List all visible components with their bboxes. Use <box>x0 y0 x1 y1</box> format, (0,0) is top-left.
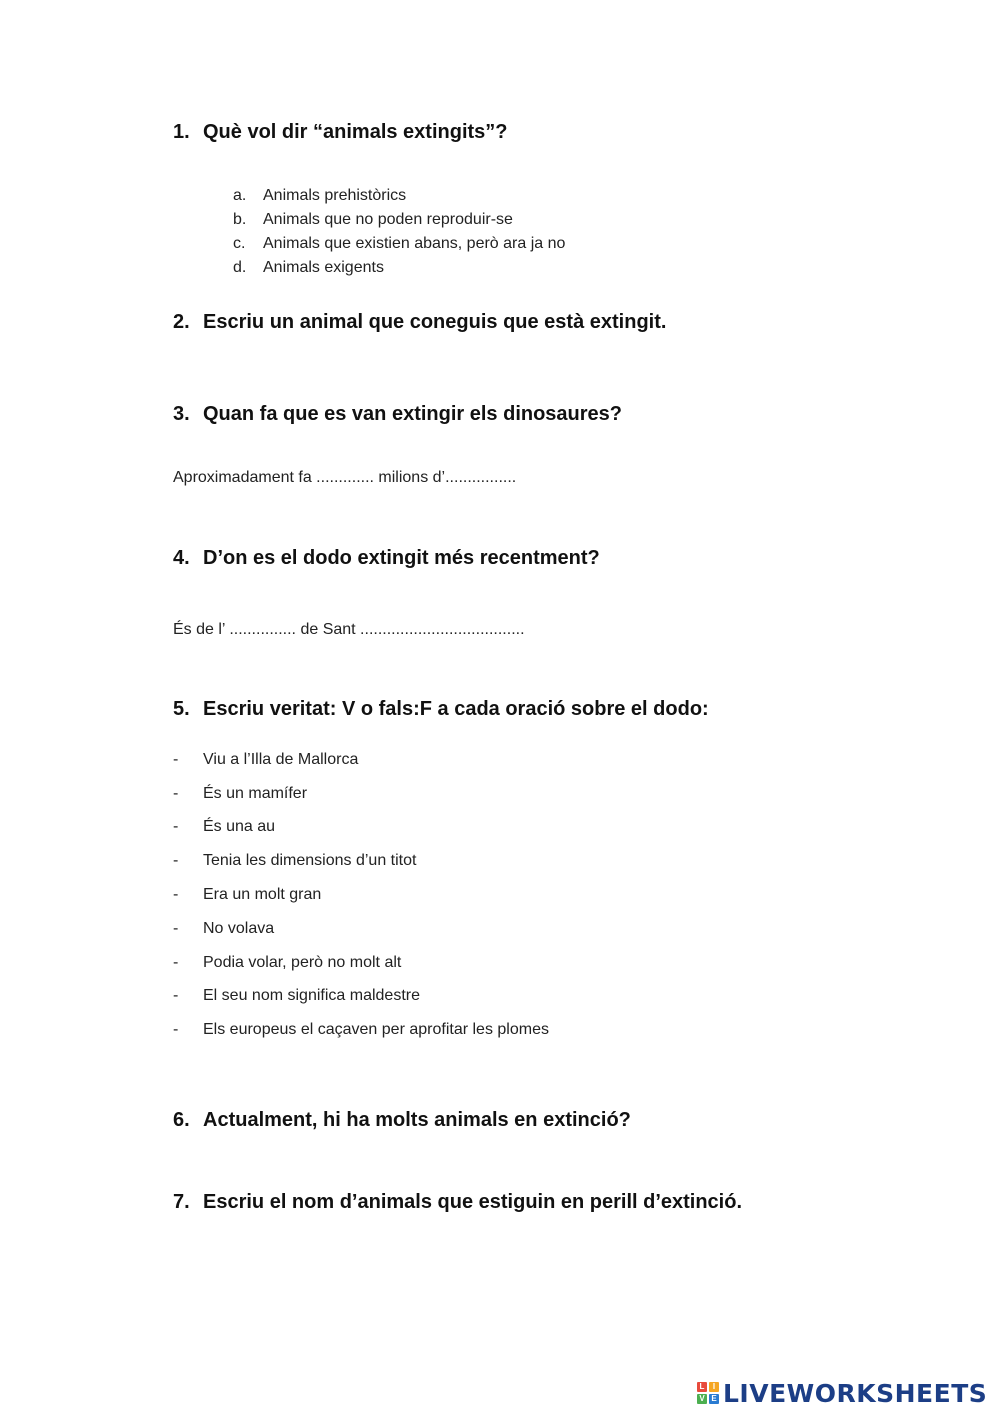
question-text: Actualment, hi ha molts animals en extinció? <box>203 1109 631 1131</box>
statement-9 <box>173 1021 549 1039</box>
statement-3 <box>173 818 275 836</box>
statement-text: Els europeus el caçaven per aprofitar les plomes <box>203 1021 549 1038</box>
option-letter: a. <box>233 187 247 204</box>
option-text: Animals que existien abans, però ara ja no <box>263 235 566 252</box>
question-text: Escriu el nom d’animals que estiguin en perill d’extinció. <box>203 1191 743 1213</box>
dash-bullet: - <box>173 954 179 971</box>
dash-bullet: - <box>173 987 179 1004</box>
logo-letter-grid-icon <box>697 1382 719 1404</box>
statement-text: És una au <box>203 818 276 835</box>
question-number: 7. <box>173 1191 190 1213</box>
q4-answer-line[interactable]: És de l’ ............... de Sant ..................................... <box>173 621 525 638</box>
statement-text: Podia volar, però no molt alt <box>203 954 402 971</box>
option-text: Animals exigents <box>263 259 384 276</box>
statement-text: No volava <box>203 920 275 937</box>
statement-5 <box>173 886 321 904</box>
dash-bullet: - <box>173 920 179 937</box>
statement-4 <box>173 852 416 870</box>
question-number: 3. <box>173 403 190 425</box>
option-text: Animals prehistòrics <box>263 187 407 204</box>
logo-letter: L <box>697 1382 707 1392</box>
question-text: Escriu veritat: V o fals:F a cada oració sobre el dodo: <box>203 698 709 720</box>
statement-text: Tenia les dimensions d’un titot <box>203 852 417 869</box>
question-number: 1. <box>173 121 190 143</box>
question-text: Quan fa que es van extingir els dinosaures? <box>203 403 623 425</box>
liveworksheets-logo <box>697 1376 987 1410</box>
statement-text: Viu a l’Illa de Mallorca <box>203 751 359 768</box>
option-d <box>233 259 384 277</box>
brand-name: LIVEWORKSHEETS <box>723 1378 988 1408</box>
option-c <box>233 235 565 253</box>
question-number: 2. <box>173 311 190 333</box>
question-text: Escriu un animal que coneguis que està extingit. <box>203 311 667 333</box>
option-letter: c. <box>233 235 246 252</box>
statement-text: Era un molt gran <box>203 886 322 903</box>
dash-bullet: - <box>173 1021 179 1038</box>
option-text: Animals que no poden reproduir-se <box>263 211 513 228</box>
statement-2 <box>173 785 307 803</box>
statement-6 <box>173 920 274 938</box>
question-7 <box>173 1191 742 1214</box>
statement-8 <box>173 987 420 1005</box>
question-text: Què vol dir “animals extingits”? <box>203 121 508 143</box>
statement-1 <box>173 751 358 769</box>
question-5 <box>173 698 709 721</box>
q3-answer-line[interactable]: Aproximadament fa ............. milions d’................ <box>173 469 517 486</box>
option-a <box>233 187 406 205</box>
dash-bullet: - <box>173 852 179 869</box>
logo-letter: V <box>697 1394 707 1404</box>
dash-bullet: - <box>173 886 179 903</box>
option-letter: b. <box>233 211 247 228</box>
dash-bullet: - <box>173 751 179 768</box>
question-2 <box>173 311 666 334</box>
question-3 <box>173 403 622 426</box>
question-6 <box>173 1109 631 1132</box>
option-letter: d. <box>233 259 247 276</box>
statement-text: El seu nom significa maldestre <box>203 987 420 1004</box>
question-1 <box>173 121 508 144</box>
statement-text: És un mamífer <box>203 785 308 802</box>
logo-letter: E <box>709 1394 719 1404</box>
question-text: D’on es el dodo extingit més recentment? <box>203 547 600 569</box>
option-b <box>233 211 513 229</box>
question-number: 5. <box>173 698 190 720</box>
question-number: 4. <box>173 547 190 569</box>
statement-7 <box>173 954 401 972</box>
question-4 <box>173 547 600 570</box>
question-number: 6. <box>173 1109 190 1131</box>
logo-letter: I <box>709 1382 719 1392</box>
dash-bullet: - <box>173 785 179 802</box>
dash-bullet: - <box>173 818 179 835</box>
